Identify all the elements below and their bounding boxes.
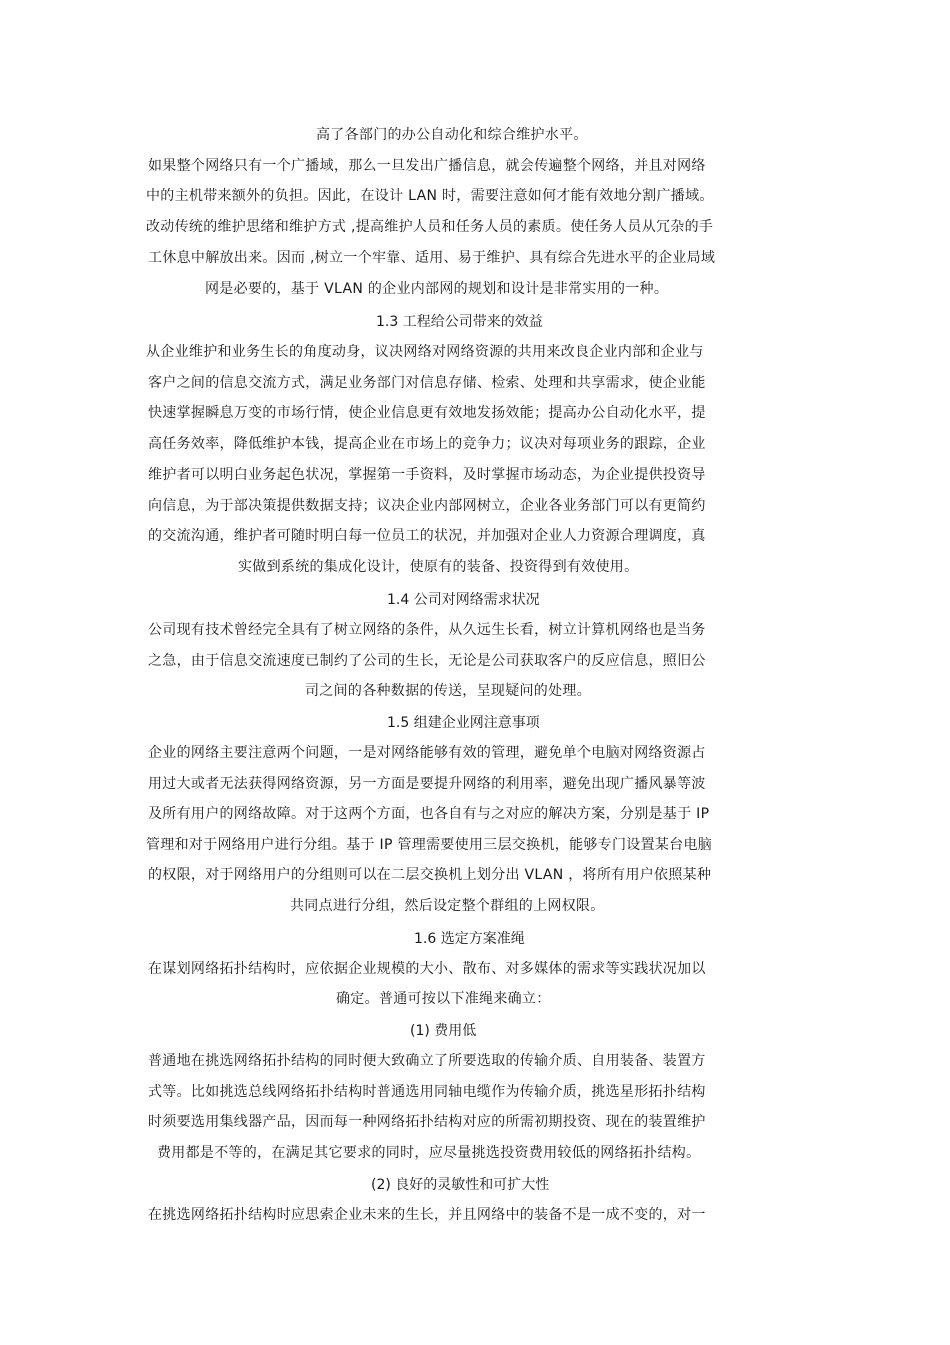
text-line: 维护者可以明白业务起色状况，掌握第一手资料，及时掌握市场动态，为企业提供投资导 bbox=[148, 467, 706, 483]
text-line: 时须要选用集线器产品，因而每一种网络拓扑结构对应的所需初期投资、现在的装置维护 bbox=[148, 1114, 706, 1130]
text-line: 及所有用户的网络故障。对于这两个方面，也各自有与之对应的解决方案，分别是基于 IP bbox=[148, 806, 710, 822]
text-line: 的权限，对于网络用户的分组则可以在二层交换机上划分出 VLAN ，将所有用户依照某种 bbox=[148, 867, 712, 883]
text-line: 改动传统的维护思绪和维护方式 ,提高维护人员和任务人员的素质。使任务人员从冗杂的手 bbox=[146, 219, 714, 235]
text-line: 中的主机带来额外的负担。因此，在设计 LAN 时，需要注意如何才能有效地分割广播域。 bbox=[146, 188, 714, 204]
text-line: 用过大或者无法获得网络资源，另一方面是要提升网络的利用率，避免出现广播风暴等波 bbox=[148, 776, 706, 792]
text-line: 如果整个网络只有一个广播域，那么一旦发出广播信息，就会传遍整个网络，并且对网络 bbox=[148, 158, 706, 174]
text-line: 管理和对于网络用户进行分组。基于 IP 管理需要使用三层交换机，能够专门设置某台电脑 bbox=[146, 837, 713, 853]
text-line: 从企业维护和业务生长的角度动身，议决网络对网络资源的共用来改良企业内部和企业与 bbox=[146, 344, 704, 360]
section-heading: 1.5 组建企业网注意事项 bbox=[387, 715, 540, 731]
text-line: 之急，由于信息交流速度已制约了公司的生长，无论是公司获取客户的反应信息，照旧公 bbox=[148, 653, 706, 669]
text-line: 在谋划网络拓扑结构时，应依据企业规模的大小、散布、对多媒体的需求等实践状况加以 bbox=[148, 961, 706, 977]
text-line: 普通地在挑选网络拓扑结构的同时便大致确立了所要选取的传输介质、自用装备、装置方 bbox=[148, 1053, 706, 1069]
section-heading: 1.6 选定方案准绳 bbox=[414, 931, 525, 947]
text-line: 费用都是不等的，在满足其它要求的同时，应尽量挑选投资费用较低的网络拓扑结构。 bbox=[157, 1145, 701, 1161]
section-heading: (2) 良好的灵敏性和可扩大性 bbox=[371, 1177, 550, 1193]
section-heading: 1.3 工程给公司带来的效益 bbox=[376, 314, 543, 330]
text-line: 工休息中解放出来。因而 ,树立一个牢靠、适用、易于维护、具有综合先进水平的企业局域 bbox=[148, 250, 716, 266]
text-line: 高了各部门的办公自动化和综合维护水平。 bbox=[316, 127, 588, 143]
text-line: 的交流沟通，维护者可随时明白每一位员工的状况，并加强对企业人力资源合理调度，真 bbox=[148, 528, 706, 544]
text-line: 网是必要的，基于 VLAN 的企业内部网的规划和设计是非常实用的一种。 bbox=[205, 281, 669, 297]
text-line: 客户之间的信息交流方式，满足业务部门对信息存储、检索、处理和共享需求，使企业能 bbox=[148, 375, 706, 391]
section-heading: 1.4 公司对网络需求状况 bbox=[387, 592, 540, 608]
text-line: 向信息，为于部决策提供数据支持；议决企业内部网树立，企业各业务部门可以有更简约 bbox=[148, 498, 706, 514]
text-line: 式等。比如挑选总线网络拓扑结构时普通选用同轴电缆作为传输介质，挑选星形拓扑结构 bbox=[148, 1084, 706, 1100]
text-line: 公司现有技术曾经完全具有了树立网络的条件，从久远生长看，树立计算机网络也是当务 bbox=[148, 622, 706, 638]
text-line: 共同点进行分组，然后设定整个群组的上网权限。 bbox=[290, 898, 605, 914]
text-line: 高任务效率，降低维护本钱，提高企业在市场上的竞争力；议决对每项业务的跟踪，企业 bbox=[148, 436, 706, 452]
section-heading: (1) 费用低 bbox=[410, 1023, 477, 1039]
text-line: 快速掌握瞬息万变的市场行情，使企业信息更有效地发扬效能；提高办公自动化水平，提 bbox=[148, 405, 706, 421]
text-line: 企业的网络主要注意两个问题，一是对网络能够有效的管理，避免单个电脑对网络资源占 bbox=[148, 745, 706, 761]
text-line: 在挑选网络拓扑结构时应思索企业未来的生长，并且网络中的装备不是一成不变的，对一 bbox=[148, 1207, 706, 1223]
text-line: 确定。普通可按以下准绳来确立： bbox=[336, 991, 551, 1007]
text-line: 实做到系统的集成化设计，使原有的装备、投资得到有效使用。 bbox=[238, 559, 639, 575]
text-line: 司之间的各种数据的传送，呈现疑问的处理。 bbox=[305, 683, 591, 699]
